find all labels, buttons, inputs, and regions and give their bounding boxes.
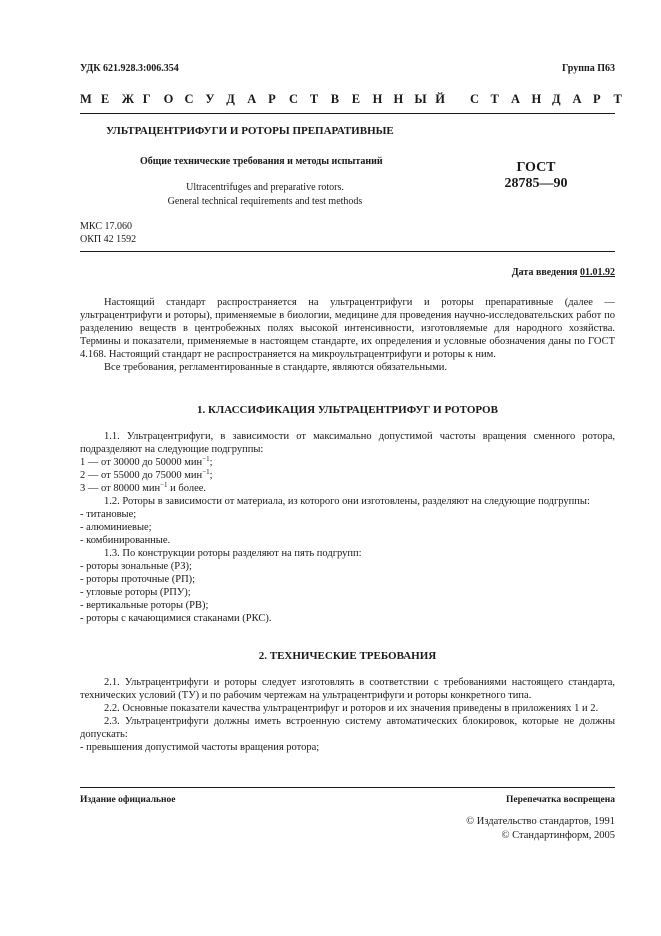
reprint-prohibited-label: Перепечатка воспрещена	[505, 795, 615, 805]
banner-letter: А	[511, 92, 521, 106]
banner-letter: Н	[531, 92, 542, 106]
banner-letter: Е	[100, 92, 110, 106]
rotor-type-item: - вертикальные роторы (РВ);	[80, 600, 209, 611]
clause-1-3: 1.3. По конструкции роторы разделяют на пять подгрупп:	[104, 548, 362, 559]
clause-2-2: 2.2. Основные показатели качества ультрацентрифуг и роторов и их значения приведены в приложениях 1 и 2.	[104, 703, 599, 714]
banner-letter: Е	[351, 92, 361, 106]
official-edition-label: Издание официальное	[80, 795, 176, 805]
banner-letter: Н	[372, 92, 383, 106]
copyright-line: © Стандартинформ, 2005	[501, 830, 615, 841]
mks-code: МКС 17.060	[80, 221, 132, 232]
clause-1-1: 1.1. Ультрацентрифуги, в зависимости от максимально допустимой частоты вращения сменного ротора, подразделяют на следующие подгруппы:	[80, 431, 615, 455]
material-item: - титановые;	[80, 509, 137, 520]
banner-letter: С	[470, 92, 480, 106]
rotor-type-item: - угловые роторы (РПУ);	[80, 587, 191, 598]
banner-letter: М	[80, 92, 92, 106]
clause-1-2: 1.2. Роторы в зависимости от материала, из которого они изготовлены, разделяют на следующие подгруппы:	[104, 496, 590, 507]
banner-letter: В	[330, 92, 340, 106]
banner-letter: С	[184, 92, 194, 106]
english-title-line: Ultracentrifuges and preparative rotors.	[186, 182, 344, 193]
rotor-type-item: - роторы проточные (РП);	[80, 574, 196, 585]
banner-letter: Т	[613, 92, 622, 106]
okp-code: ОКП 42 1592	[80, 234, 137, 245]
gost-number: 28785—90	[504, 176, 568, 191]
banner-letter: Й	[435, 92, 446, 106]
material-item: - комбинированные.	[80, 535, 171, 546]
copyright-block	[466, 815, 615, 843]
copyright-line: © Издательство стандартов, 1991	[466, 816, 615, 827]
clause-2-3: 2.3. Ультрацентрифуги должны иметь встроенную систему автоматических блокировок, которые не должны допускать:	[80, 716, 615, 740]
document-title: УЛЬТРАЦЕНТРИФУГИ И РОТОРЫ ПРЕПАРАТИВНЫЕ	[106, 125, 394, 137]
subgroup-item: 2 — от 55000 до 75000 мин$^{-1}$;	[80, 468, 213, 481]
banner-letter: С	[289, 92, 299, 106]
english-title	[140, 181, 390, 209]
udk-code: УДК 621.928.3:006.354	[80, 63, 179, 74]
banner-letter: Т	[490, 92, 499, 106]
subgroup-item: 3 — от 80000 мин$^{-1}$ и более.	[80, 481, 207, 494]
banner-rule	[80, 113, 615, 114]
intro-paragraph: Все требования, регламентированные в стандарте, являются обязательными.	[104, 362, 448, 373]
effective-date-value: 01.01.92	[580, 267, 615, 278]
material-item: - алюминиевые;	[80, 522, 152, 533]
section-2-body	[80, 676, 615, 754]
banner-letter: Р	[593, 92, 601, 106]
title-block-rule	[80, 251, 615, 252]
banner-letter: У	[205, 92, 215, 106]
banner-letter: Р	[268, 92, 276, 106]
group-code: Группа П63	[562, 63, 615, 74]
section-1-body	[80, 430, 615, 625]
blocking-item: - превышения допустимой частоты вращения ротора;	[80, 742, 320, 753]
gost-label: ГОСТ	[516, 160, 556, 175]
intro-paragraph: Настоящий стандарт распространяется на ультрацентрифуги и роторы препаративные (далее — ультрацентрифуги и роторы), применяемые в биологии, медицине для проведения научно-исследовательских работ по разделению веществ в центробежных полях высокой интенсивности, изготовляемые для народного хозяйства. Термины и показатели, применяемые в настоящем стандарте, их определения и условные обозначения даны по ГОСТ 4.168. Настоящий стандарт не распространяется на микроультрацентрифуги и роторы к ним.	[80, 297, 615, 360]
rotor-type-item: - роторы с качающимися стаканами (РКС).	[80, 613, 272, 624]
banner-letter: Г	[142, 92, 151, 106]
banner-letter: Д	[552, 92, 561, 106]
banner-letter: А	[247, 92, 257, 106]
header-row	[80, 63, 615, 77]
document-subtitle: Общие технические требования и методы испытаний	[140, 156, 383, 167]
effective-date	[512, 267, 615, 278]
classification-codes	[80, 220, 136, 246]
banner-letter: А	[572, 92, 582, 106]
banner-letter: Д	[226, 92, 235, 106]
banner-letter: Ы	[414, 92, 427, 106]
section-1-heading: 1. КЛАССИФИКАЦИЯ УЛЬТРАЦЕНТРИФУГ И РОТОРОВ	[197, 404, 498, 416]
gost-number-block	[491, 160, 581, 192]
standard-banner	[80, 92, 622, 110]
banner-letter: Ж	[121, 92, 135, 106]
effective-date-label: Дата введения	[511, 267, 578, 278]
banner-letter: Н	[393, 92, 404, 106]
footer-rule	[80, 787, 615, 788]
subgroup-item: 1 — от 30000 до 50000 мин$^{-1}$;	[80, 455, 213, 468]
rotor-type-item: - роторы зональные (РЗ);	[80, 561, 192, 572]
banner-letter: Т	[309, 92, 319, 106]
banner-letter: О	[163, 92, 174, 106]
clause-2-1: 2.1. Ультрацентрифуги и роторы следует изготовлять в соответствии с требованиями настоящего стандарта, технических условий (ТУ) и по рабочим чертежам на ультрацентрифуги и роторы конкретного типа.	[80, 677, 615, 701]
intro-section	[80, 296, 615, 374]
section-2-heading: 2. ТЕХНИЧЕСКИЕ ТРЕБОВАНИЯ	[258, 650, 437, 662]
english-title-line: General technical requirements and test methods	[167, 196, 363, 207]
